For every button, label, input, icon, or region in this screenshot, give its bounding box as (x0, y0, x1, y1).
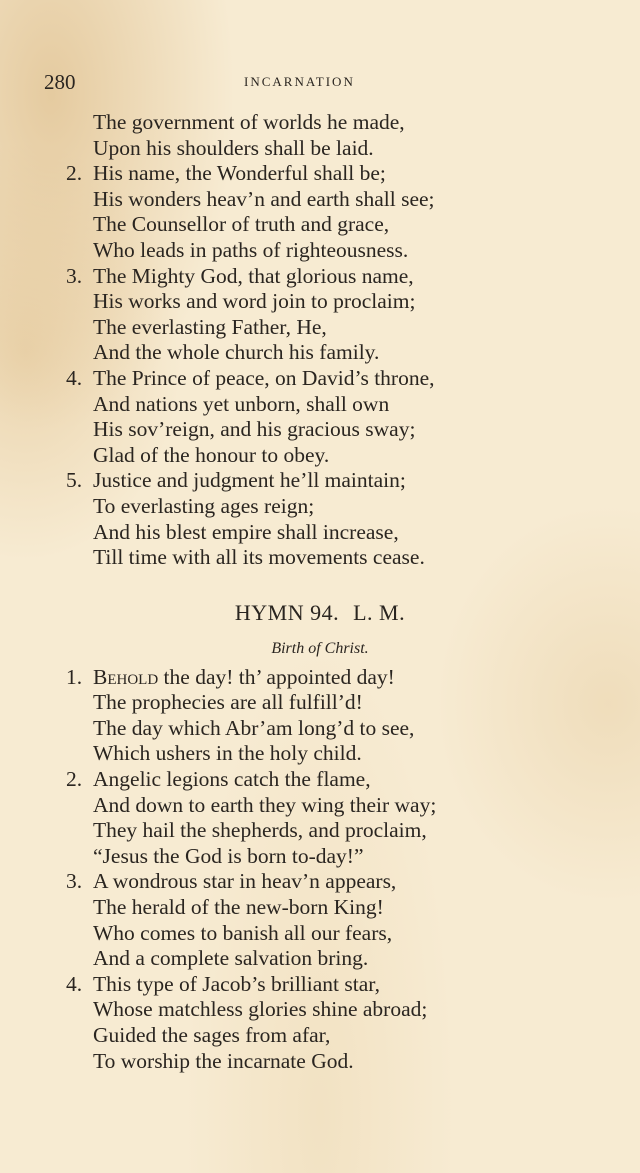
page-content (0, 110, 640, 1074)
verse-line: The everlasting Father, He, (93, 314, 327, 339)
stanza-number: 2. (66, 161, 83, 186)
verse-line: 3. The Mighty God, that glorious name, (66, 263, 414, 288)
first-word: Behold (93, 664, 159, 689)
stanza-number: 4. (66, 365, 83, 390)
verse-line: Who leads in paths of righteousness. (93, 237, 409, 262)
hymn-number: HYMN 94. (234, 599, 340, 625)
verse-line: Who comes to banish all our fears, (93, 920, 393, 945)
verse-line: 2. His name, the Wonderful shall be; (66, 161, 386, 186)
hymn93-stanza-5 (0, 468, 640, 570)
hymn94-stanza-2 (0, 767, 640, 869)
verse-line: “Jesus the God is born to-day!” (93, 843, 364, 868)
verse-line: 3. A wondrous star in heav’n appears, (66, 869, 397, 894)
verse-line: 2. Angelic legions catch the flame, (66, 767, 371, 792)
verse-line: And nations yet unborn, shall own (93, 391, 390, 416)
hymn-subtitle: Birth of Christ. (271, 639, 369, 657)
stanza-number: 4. (66, 971, 83, 996)
verse-line: And his blest empire shall increase, (93, 519, 399, 544)
verse-line: 4. The Prince of peace, on David’s throne, (66, 365, 435, 390)
verse-line: 5. Justice and judgment he’ll maintain; (66, 468, 406, 493)
verse-line: His wonders heav’n and earth shall see; (93, 186, 435, 211)
verse-line: The day which Abr’am long’d to see, (93, 715, 415, 740)
verse-line: Glad of the honour to obey. (93, 442, 330, 467)
verse-line: And a complete salvation bring. (93, 946, 369, 971)
page-header (44, 70, 544, 96)
verse-line: Which ushers in the holy child. (93, 741, 362, 766)
verse-line: The herald of the new-born King! (93, 895, 384, 920)
verse-line: To everlasting ages reign; (93, 493, 315, 518)
hymn94-stanza-3 (0, 869, 640, 971)
hymn-title (0, 591, 640, 635)
verse-line: Whose matchless glories shine abroad; (93, 997, 428, 1022)
verse-line: The government of worlds he made, (93, 110, 405, 134)
stanza-number: 5. (66, 468, 83, 493)
stanza-number: 1. (66, 664, 83, 689)
verse-line: They hail the shepherds, and proclaim, (93, 818, 427, 843)
page-number: 280 (44, 70, 76, 94)
verse-line: The prophecies are all fulfill’d! (93, 690, 363, 715)
hymn-meter: L. M. (353, 599, 406, 625)
verse-line: His sov’reign, and his gracious sway; (93, 417, 416, 442)
continued-stanza (0, 110, 640, 161)
verse-line: The Counsellor of truth and grace, (93, 212, 390, 237)
hymn93-stanza-3 (0, 264, 640, 366)
verse-line: To worship the incarnate God. (93, 1048, 354, 1073)
verse-line: And down to earth they wing their way; (93, 792, 437, 817)
hymn94-stanza-4 (0, 972, 640, 1074)
hymn94-stanza-1 (0, 665, 640, 767)
stanza-number: 2. (66, 767, 83, 792)
verse-line: And the whole church his family. (93, 340, 380, 365)
running-head: INCARNATION (244, 74, 355, 89)
verse-line: Guided the sages from afar, (93, 1023, 331, 1047)
hymn93-stanza-4 (0, 366, 640, 468)
verse-line: Upon his shoulders shall be laid. (93, 135, 374, 160)
verse-line: Till time with all its movements cease. (93, 545, 425, 570)
verse-line: 4. This type of Jacob’s brilliant star, (66, 971, 380, 996)
verse-line: His works and word join to proclaim; (93, 289, 416, 314)
hymn93-stanza-2 (0, 161, 640, 263)
stanza-number: 3. (66, 263, 83, 288)
verse-line: 1. Behold the day! th’ appointed day! (66, 664, 395, 689)
stanza-number: 3. (66, 869, 83, 894)
